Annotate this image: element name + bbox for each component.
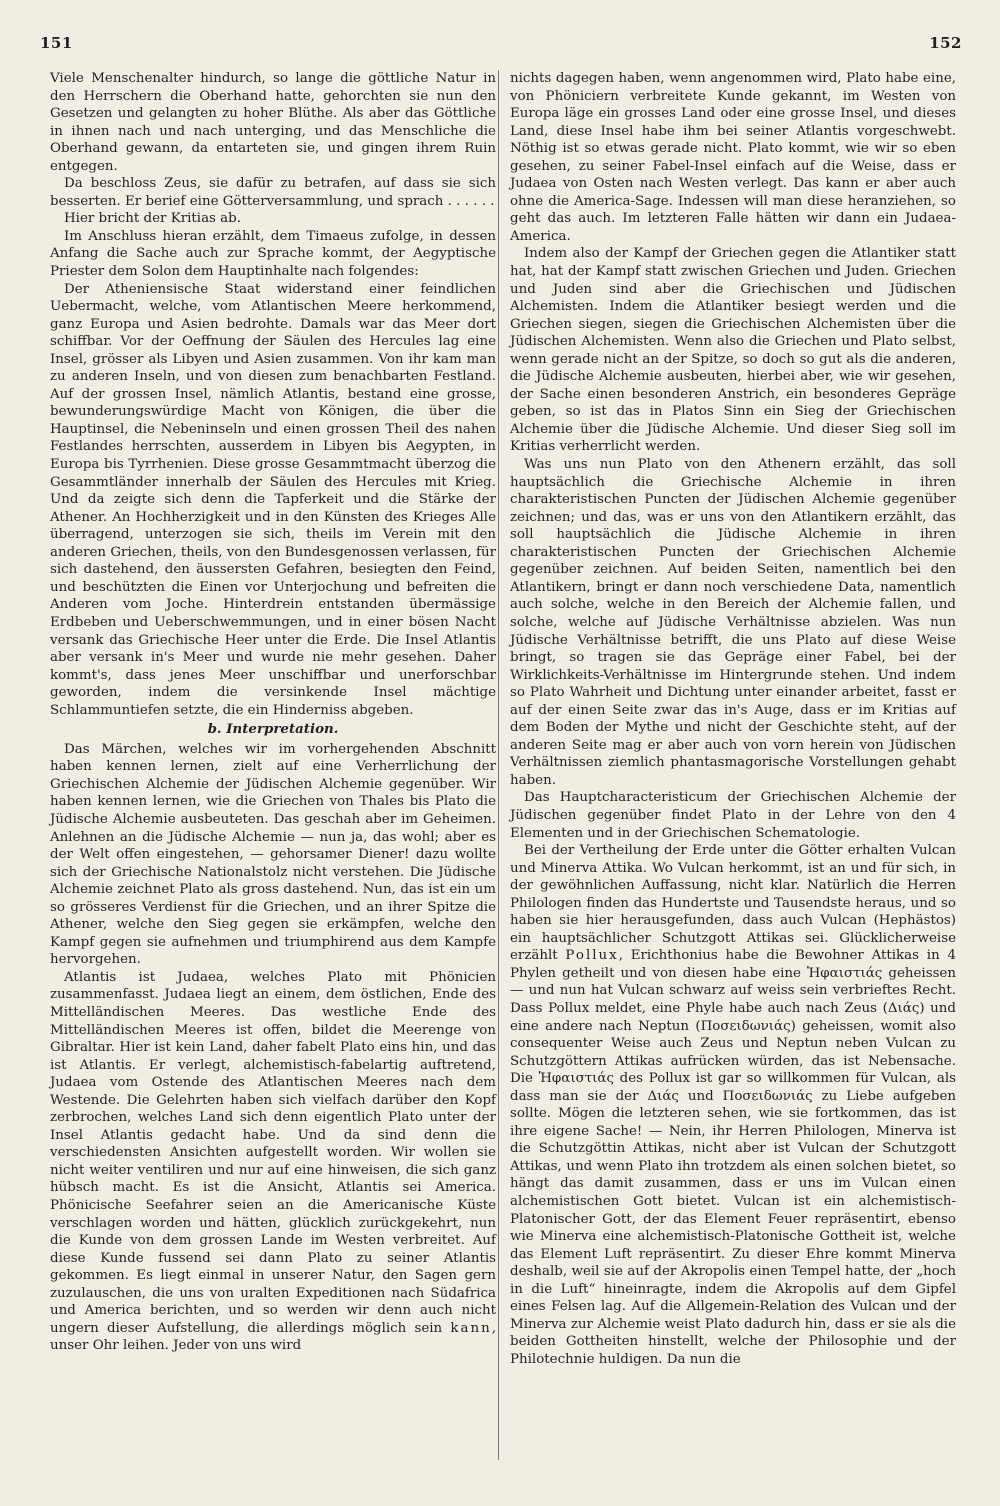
page-number-left: 151: [40, 34, 73, 52]
paragraph-text: , Erichthonius habe die Bewohner Attikas in 4 Phylen getheilt und von diesen habe eine Ἡφαιστιάς geheissen — und nun hat Vulcan schwarz auf weiss sein verbrieftes Recht. Dass Pollux meldet, eine Phyle habe auch nach Zeus (Διάς) und eine andere nach Neptun (Ποσειδωνιάς) geheissen, womit also consequenter Weise auch Zeus und Neptun neben Vulcan zu Schutzgöttern Attikas aufrücken würden, das ist Nebensache. Die Ἡφαιστιάς des Pollux ist gar so willkommen für Vulcan, als dass man sie der Διάς und Ποσειδωνιάς zu Liebe aufgeben sollte. Mögen die letzteren sehen, wie sie fortkommen, das ist ihre eigene Sache! — Nein, ihr Herren Philologen, Minerva ist die Schutzgöttin Attikas, nicht aber ist Vulcan der Schutzgott Attikas, und wenn Plato ihn trotzdem als einen solchen bietet, so hängt das damit zusammen, dass er uns im Vulcan einen alchemistischen Gott bietet. Vulcan ist ein alchemistisch-Platonischer Gott, der das Element Feuer repräsentirt, ebenso wie Minerva eine alchemistisch-Platonische Gottheit ist, welche das Element Luft repräsentirt. Zu dieser Ehre kommt Minerva deshalb, weil sie auf der Akropolis einen Tempel hatte, der „hoch in die Luft“ hineinragte, indem die Akropolis auf dem Gipfel eines Felsen lag. Auf die Allgemein-Relation des Vulcan und der Minerva zur Alchemie weist Plato dadurch hin, dass er sie als die beiden Gottheiten hinstellt, welche der Philosophie und der Philotechnie huldigen. Da nun die: [510, 948, 956, 1367]
paragraph: Da beschloss Zeus, sie dafür zu betrafen, auf dass sie sich besserten. Er berief eine Götterversammlung, und sprach . . . . . .: [50, 176, 496, 209]
paragraph: Hier bricht der Kritias ab.: [64, 211, 241, 227]
paragraph: [510, 842, 956, 1368]
paragraph: Indem also der Kampf der Griechen gegen die Atlantiker statt hat, hat der Kampf statt zwischen Griechen und Juden. Griechen und Juden sind aber die Griechischen und Jüdischen Alchemisten. Indem die Atlantiker besiegt werden und die Griechen siegen, siegen die Griechischen Alchemisten über die Jüdischen Alchemisten. Wenn also die Griechen und Plato selbst, wenn gerade nicht an der Spitze, so doch so gut als die anderen, die Jüdische Alchemie ausbeuten, hierbei aber, wie wir gesehen, der Sache einen besonderen Anstrich, ein besonderes Gepräge geben, so ist das in Platos Sinn ein Sieg der Griechischen Alchemie über die Jüdische Alchemie. Und dieser Sieg soll im Kritias verherrlicht werden.: [510, 246, 956, 455]
column-divider: [498, 70, 499, 1460]
paragraph: Das Märchen, welches wir im vorhergehenden Abschnitt haben kennen lernen, zielt auf eine Verherrlichung der Griechischen Alchemie der Jüdischen Alchemie gegenüber. Wir haben kennen lernen, wie die Griechen von Thales bis Plato die Jüdische Alchemie ausbeuteten. Das geschah aber im Geheimen. Anlehnen an die Jüdische Alchemie — nun ja, das wohl; aber es der Welt offen eingestehen, — gehorsamer Diener! dazu wollte sich der Griechische Nationalstolz nicht verstehen. Die Jüdische Alchemie zeichnet Plato als gross dastehend. Nun, das ist ein um so grösseres Verdienst für die Griechen, und an ihrer Spitze die Athener, welche den Sieg gegen sie erkämpfen, welche den Kampf gegen sie aufnehmen und triumphirend aus dem Kampfe hervorgehen.: [50, 741, 496, 968]
paragraph: Viele Menschenalter hindurch, so lange die göttliche Natur in den Herrschern die Oberhand hatte, gehorchten sie nun den Gesetzen und gelangten zu hoher Blüthe. Als aber das Göttliche in ihnen nach und nach unterging, und das Menschliche die Oberhand gewann, da entarteten sie, und gingen ihrem Ruin entgegen.: [50, 71, 496, 174]
paragraph-text: Atlantis ist Judaea, welches Plato mit Phönicien zusammenfasst. Judaea liegt an einem, dem östlichen, Ende des Mittelländischen Meeres. Das westliche Ende des Mittelländischen Meeres ist offen, bildet die Meerenge von Gibraltar. Hier ist kein Land, daher fabelt Plato eins hin, und das ist Atlantis. Er verlegt, alchemistisch-fabelartig auftretend, Judaea vom Ostende des Atlantischen Meeres nach dem Westende. Die Gelehrten haben sich vielfach darüber den Kopf zerbrochen, welches Land sich denn eigentlich Plato unter der Insel Atlantis gedacht habe. Und da sind denn die verschiedensten Ansichten aufgestellt worden. Wir wollen sie nicht weiter ventiliren und nur auf eine hinweisen, die sich ganz hübsch macht. Es ist die Ansicht, Atlantis sei America. Phönicische Seefahrer seien an die Americanische Küste verschlagen worden und hätten, glücklich zurückgekehrt, nun die Kunde von dem grossen Lande im Westen verbreitet. Auf diese Kunde fussend sei dann Plato zu seiner Atlantis gekommen. Es liegt einmal in unserer Natur, den Sagen gern zuzulauschen, die uns von uralten Expeditionen nach Südafrica und America berichten, und so werden wir denn auch nicht ungern dieser Aufstellung, die allerdings möglich sein: [50, 969, 496, 1336]
right-column: [510, 70, 956, 1368]
section-heading: b. Interpretation.: [207, 721, 339, 738]
paragraph: Das Hauptcharacteristicum der Griechischen Alchemie der Jüdischen gegenüber findet Plato in der Lehre von den 4 Elementen und in der Griechischen Schematologie.: [510, 790, 956, 841]
paragraph: nichts dagegen haben, wenn angenommen wird, Plato habe eine, von Phöniciern verbreitete Kunde gekannt, im Westen von Europa läge ein grosses Land oder eine grosse Insel, und dieses Land, diese Insel habe ihm bei seiner Atlantis vorgeschwebt. Nöthig ist so etwas gerade nicht. Plato kommt, wie wir so eben gesehen, zu seiner Fabel-Insel einfach auf die Weise, dass er Judaea von Osten nach Westen verlegt. Das kann er aber auch ohne die America-Sage. Indessen will man diese heranziehen, so geht das auch. Im letzteren Falle hätten wir dann ein Judaea-America.: [510, 71, 956, 244]
emphasized-word: kann: [450, 1320, 492, 1336]
page-number-right: 152: [929, 34, 962, 52]
paragraph: Der Atheniensische Staat widerstand einer feindlichen Uebermacht, welche, vom Atlantischen Meere herkommend, ganz Europa und Asien bedrohte. Damals war das Meer dort schiffbar. Vor der Oeffnung der Säulen des Hercules lag eine Insel, grösser als Libyen und Asien zusammen. Von ihr kam man zu anderen Inseln, und von diesen zum benachbarten Festland. Auf der grossen Insel, nämlich Atlantis, bestand eine grosse, bewunderungswürdige Macht von Königen, die über die Hauptinsel, die Nebeninseln und einen grossen Theil des nahen Festlandes herrschten, ausserdem in Libyen bis Aegypten, in Europa bis Tyrrhenien. Diese grosse Gesammtmacht überzog die Gesammtländer innerhalb der Säulen des Hercules mit Krieg. Und da zeigte sich denn die Tapferkeit und die Stärke der Athener. An Hochherzigkeit und in den Künsten des Krieges Alle überragend, unterzogen sie sich, theils im Verein mit den anderen Griechen, theils, von den Bundesgenossen verlassen, für sich dastehend, den äussersten Gefahren, besiegten den Feind, und beschützten die Einen vor Unterjochung und befreiten die Anderen vom Joche. Hinterdrein entstanden übermässige Erdbeben und Ueberschwemmungen, und in einer bösen Nacht versank das Griechische Heer unter die Erde. Die Insel Atlantis aber versank in's Meer und wurde nie mehr gesehen. Daher kommt's, dass jenes Meer unschiffbar und unerforschbar geworden, indem die versinkende Insel mächtige Schlammuntiefen setzte, die ein Hinderniss abgeben.: [50, 281, 496, 718]
paragraph: Im Anschluss hieran erzählt, dem Timaeus zufolge, in dessen Anfang die Sache auch zur Sprache kommt, der Aegyptische Priester dem Solon dem Hauptinhalte nach folgendes:: [50, 228, 496, 280]
paragraph: Was uns nun Plato von den Athenern erzählt, das soll hauptsächlich die Griechische Alchemie in ihren charakteristischen Puncten der Jüdischen Alchemie gegenüber zeichnen; und das, was er uns von den Atlantikern erzählt, das soll hauptsächlich die Jüdische Alchemie in ihren charakteristischen Puncten der Griechischen Alchemie gegenüber zeichnen. Auf beiden Seiten, namentlich bei den Atlantikern, bringt er dann noch verschiedene Data, namentlich auch solche, welche in den Bereich der Alchemie fallen, und solche, welche auf Jüdische Verhältnisse abzielen. Was nun Jüdische Verhältnisse betrifft, die uns Plato auf diese Weise bringt, so tragen sie das Gepräge einer Fabel, bei der Wirklichkeits-Verhältnisse im Hintergrunde stehen. Und indem so Plato Wahrheit und Dichtung unter einander arbeitet, fasst er auf der einen Seite zwar das in's Auge, dass er im Kritias auf dem Boden der Mythe und nicht der Geschichte steht, auf der anderen Seite mag er aber auch von vorn herein von Jüdischen Verhältnissen ziemlich phantasmagorische Vorstellungen gehabt haben.: [510, 457, 956, 788]
paragraph-text: Bei der Vertheilung der Erde unter die Götter erhalten Vulcan und Minerva Attika. Wo Vulcan herkommt, ist an und für sich, in der gewöhnlichen Auffassung, nicht klar. Natürlich die Herren Philologen finden das Hundertste und Tausendste heraus, und so haben sie hier herausgefunden, dass auch Vulcan (Hephästos) ein hauptsächlicher Schutzgott Attikas sei. Glücklicherweise erzählt: [510, 843, 956, 964]
left-column: [50, 70, 496, 1355]
paragraph: [50, 969, 496, 1355]
paragraph-text: , unser Ohr leihen. Jeder von uns wird: [50, 1320, 496, 1354]
emphasized-word: Pollux: [565, 948, 619, 964]
